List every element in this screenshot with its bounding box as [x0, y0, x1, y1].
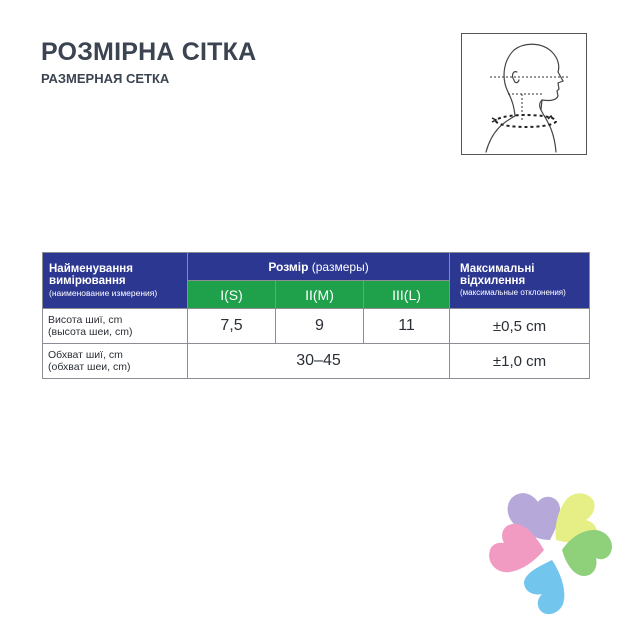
head-profile-illustration [462, 34, 586, 154]
row-label-main: Обхват шиї, cm [48, 349, 123, 361]
row-label-neck-circumference [43, 344, 188, 379]
header-measurement-name [43, 253, 188, 309]
header-size-sub: (размеры) [308, 259, 369, 274]
logo-petal-blue [524, 560, 564, 614]
size-chart-table [42, 252, 590, 379]
value-cell: 7,5 [188, 309, 276, 344]
range-cell: 30–45 [188, 344, 450, 379]
row-label-sub: (обхват шеи, cm) [48, 361, 131, 373]
row-label-main: Висота шиї, cm [48, 314, 123, 326]
neck-measurement-diagram [461, 33, 587, 155]
size-m: II(M) [276, 281, 364, 309]
row-label-sub: (высота шеи, cm) [48, 326, 133, 338]
row-label-neck-height [43, 309, 188, 344]
table-row [43, 344, 590, 379]
header-measurement-name-main: Найменування вимірювання [49, 263, 133, 287]
value-cell: 9 [276, 309, 364, 344]
page-title: РОЗМІРНА СІТКА [41, 38, 257, 66]
value-cell: 11 [364, 309, 450, 344]
header-size [188, 253, 450, 281]
header-measurement-name-sub: (наименование измерения) [49, 288, 158, 298]
size-s: I(S) [188, 281, 276, 309]
table-row [43, 309, 590, 344]
page-subtitle: РАЗМЕРНАЯ СЕТКА [41, 71, 170, 86]
deviation-cell: ±0,5 cm [450, 309, 590, 344]
size-l: III(L) [364, 281, 450, 309]
header-size-main: Розмір [268, 259, 309, 274]
flower-logo [484, 488, 620, 620]
header-deviation-main: Максимальні відхилення [460, 263, 535, 287]
header-deviation-sub: (максимальные отклонения) [460, 288, 566, 297]
header-deviation [450, 253, 590, 309]
deviation-cell: ±1,0 cm [450, 344, 590, 379]
